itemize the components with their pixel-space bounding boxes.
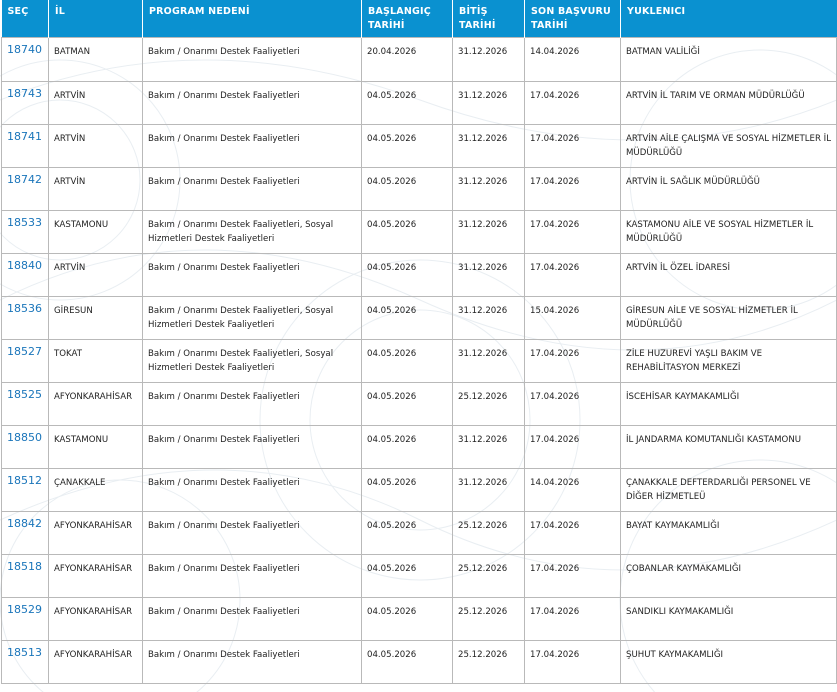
table-row	[2, 167, 837, 210]
row-select-link[interactable]: 18513	[7, 645, 42, 659]
row-contractor-cell	[621, 382, 837, 425]
row-start-date: 04.05.2026	[367, 305, 417, 316]
table-row	[2, 37, 837, 81]
table-row	[2, 597, 837, 640]
row-deadline-date: 17.04.2026	[530, 262, 580, 273]
row-start-date: 04.05.2026	[367, 90, 417, 101]
row-select-cell	[2, 468, 49, 511]
row-deadline-date-cell	[525, 425, 621, 468]
row-contractor-cell	[621, 468, 837, 511]
header-sec[interactable]: SEÇ	[2, 0, 49, 37]
applications-table	[1, 0, 837, 684]
row-select-cell	[2, 37, 49, 81]
row-program-cell	[143, 210, 362, 253]
row-deadline-date-cell	[525, 554, 621, 597]
row-program-cell	[143, 511, 362, 554]
row-il-cell	[49, 640, 143, 683]
row-il: AFYONKARAHİSAR	[54, 520, 133, 531]
row-select-link[interactable]: 18741	[7, 129, 42, 143]
row-select-link[interactable]: 18840	[7, 258, 42, 272]
row-il: KASTAMONU	[54, 434, 109, 445]
row-deadline-date-cell	[525, 253, 621, 296]
row-select-link[interactable]: 18742	[7, 172, 42, 186]
row-start-date: 04.05.2026	[367, 434, 417, 445]
row-contractor-cell	[621, 640, 837, 683]
row-end-date: 31.12.2026	[458, 219, 508, 230]
row-contractor: ÇANAKKALE DEFTERDARLIĞI PERSONEL VE DİĞER HİZMETLEÜ	[626, 477, 811, 502]
row-il: ARTVİN	[54, 133, 86, 144]
row-start-date: 04.05.2026	[367, 391, 417, 402]
row-il-cell	[49, 339, 143, 382]
row-deadline-date: 17.04.2026	[530, 219, 580, 230]
row-start-date-cell	[362, 468, 453, 511]
row-contractor: ŞUHUT KAYMAKAMLIĞI	[626, 649, 724, 660]
row-start-date: 04.05.2026	[367, 520, 417, 531]
row-select-cell	[2, 124, 49, 167]
row-select-link[interactable]: 18850	[7, 430, 42, 444]
row-deadline-date-cell	[525, 468, 621, 511]
row-start-date-cell	[362, 296, 453, 339]
row-program: Bakım / Onarımı Destek Faaliyetleri	[148, 563, 300, 574]
row-il: AFYONKARAHİSAR	[54, 649, 133, 660]
row-end-date-cell	[453, 124, 525, 167]
row-select-cell	[2, 425, 49, 468]
row-il: AFYONKARAHİSAR	[54, 391, 133, 402]
row-contractor: İSCEHİSAR KAYMAKAMLIĞI	[626, 391, 740, 402]
row-program: Bakım / Onarımı Destek Faaliyetleri	[148, 46, 300, 57]
row-il: ÇANAKKALE	[54, 477, 106, 488]
row-deadline-date-cell	[525, 167, 621, 210]
table-row	[2, 554, 837, 597]
row-contractor: ARTVİN İL SAĞLIK MÜDÜRLÜĞÜ	[626, 176, 760, 187]
row-start-date-cell	[362, 210, 453, 253]
row-deadline-date: 17.04.2026	[530, 133, 580, 144]
row-start-date: 04.05.2026	[367, 176, 417, 187]
row-deadline-date-cell	[525, 81, 621, 124]
row-select-cell	[2, 640, 49, 683]
row-contractor: BAYAT KAYMAKAMLIĞI	[626, 520, 720, 531]
row-deadline-date: 17.04.2026	[530, 649, 580, 660]
row-il-cell	[49, 81, 143, 124]
row-select-link[interactable]: 18525	[7, 387, 42, 401]
row-il: ARTVİN	[54, 176, 86, 187]
table-row	[2, 425, 837, 468]
row-deadline-date: 17.04.2026	[530, 348, 580, 359]
row-contractor-cell	[621, 37, 837, 81]
row-start-date: 04.05.2026	[367, 606, 417, 617]
row-select-cell	[2, 511, 49, 554]
row-contractor: GİRESUN AİLE VE SOSYAL HİZMETLER İL MÜDÜRLÜĞÜ	[626, 305, 798, 330]
table-row	[2, 511, 837, 554]
row-program-cell	[143, 382, 362, 425]
row-il: AFYONKARAHİSAR	[54, 563, 133, 574]
row-contractor: ARTVİN İL ÖZEL İDARESİ	[626, 262, 730, 273]
row-program: Bakım / Onarımı Destek Faaliyetleri, Sosyal Hizmetleri Destek Faaliyetleri	[148, 305, 334, 330]
row-end-date-cell	[453, 339, 525, 382]
row-deadline-date-cell	[525, 339, 621, 382]
row-il-cell	[49, 124, 143, 167]
header-bitis[interactable]: BİTİŞ TARİHİ	[453, 0, 525, 37]
row-select-cell	[2, 382, 49, 425]
row-deadline-date: 15.04.2026	[530, 305, 580, 316]
row-il: GİRESUN	[54, 305, 93, 316]
row-contractor: İL JANDARMA KOMUTANLIĞI KASTAMONU	[626, 434, 802, 445]
row-select-cell	[2, 253, 49, 296]
row-end-date-cell	[453, 253, 525, 296]
row-start-date: 04.05.2026	[367, 133, 417, 144]
row-end-date: 31.12.2026	[458, 305, 508, 316]
row-contractor-cell	[621, 425, 837, 468]
row-program: Bakım / Onarımı Destek Faaliyetleri	[148, 90, 300, 101]
row-deadline-date: 17.04.2026	[530, 520, 580, 531]
row-program: Bakım / Onarımı Destek Faaliyetleri	[148, 391, 300, 402]
row-deadline-date-cell	[525, 210, 621, 253]
row-end-date: 31.12.2026	[458, 133, 508, 144]
row-il-cell	[49, 210, 143, 253]
row-deadline-date: 14.04.2026	[530, 477, 580, 488]
header-yuklenici[interactable]: YUKLENICI	[621, 0, 837, 37]
row-program-cell	[143, 425, 362, 468]
row-end-date: 31.12.2026	[458, 46, 508, 57]
row-program-cell	[143, 468, 362, 511]
header-baslangic[interactable]: BAŞLANGIÇ TARİHİ	[362, 0, 453, 37]
row-end-date: 31.12.2026	[458, 90, 508, 101]
row-il: TOKAT	[54, 348, 82, 359]
row-end-date: 31.12.2026	[458, 262, 508, 273]
row-select-link[interactable]: 18529	[7, 602, 42, 616]
row-start-date-cell	[362, 554, 453, 597]
row-start-date: 20.04.2026	[367, 46, 417, 57]
row-contractor-cell	[621, 167, 837, 210]
row-program: Bakım / Onarımı Destek Faaliyetleri	[148, 520, 300, 531]
row-start-date-cell	[362, 425, 453, 468]
row-il: KASTAMONU	[54, 219, 109, 230]
row-select-link[interactable]: 18527	[7, 344, 42, 358]
row-select-link[interactable]: 18842	[7, 516, 42, 530]
row-end-date-cell	[453, 382, 525, 425]
row-end-date: 25.12.2026	[458, 563, 508, 574]
row-end-date-cell	[453, 210, 525, 253]
row-deadline-date: 14.04.2026	[530, 46, 580, 57]
row-il-cell	[49, 468, 143, 511]
table-row	[2, 468, 837, 511]
row-end-date-cell	[453, 81, 525, 124]
row-program-cell	[143, 597, 362, 640]
row-contractor-cell	[621, 511, 837, 554]
row-program-cell	[143, 81, 362, 124]
header-son-basvuru[interactable]: SON BAŞVURU TARİHİ	[525, 0, 621, 37]
row-start-date: 04.05.2026	[367, 649, 417, 660]
table-row	[2, 81, 837, 124]
row-select-cell	[2, 167, 49, 210]
row-select-link[interactable]: 18536	[7, 301, 42, 315]
row-il-cell	[49, 425, 143, 468]
row-program-cell	[143, 167, 362, 210]
row-deadline-date: 17.04.2026	[530, 90, 580, 101]
row-deadline-date: 17.04.2026	[530, 606, 580, 617]
row-deadline-date-cell	[525, 640, 621, 683]
row-program-cell	[143, 554, 362, 597]
row-deadline-date-cell	[525, 511, 621, 554]
header-il[interactable]: İL	[49, 0, 143, 37]
row-il: ARTVİN	[54, 262, 86, 273]
row-il-cell	[49, 511, 143, 554]
row-program-cell	[143, 640, 362, 683]
row-program-cell	[143, 296, 362, 339]
row-program: Bakım / Onarımı Destek Faaliyetleri	[148, 133, 300, 144]
row-il-cell	[49, 253, 143, 296]
row-program-cell	[143, 339, 362, 382]
row-contractor: ÇOBANLAR KAYMAKAMLIĞI	[626, 563, 742, 574]
row-end-date-cell	[453, 167, 525, 210]
row-end-date-cell	[453, 37, 525, 81]
row-end-date: 31.12.2026	[458, 348, 508, 359]
row-deadline-date: 17.04.2026	[530, 176, 580, 187]
row-end-date-cell	[453, 511, 525, 554]
row-deadline-date-cell	[525, 37, 621, 81]
row-il-cell	[49, 382, 143, 425]
row-end-date: 25.12.2026	[458, 520, 508, 531]
row-program: Bakım / Onarımı Destek Faaliyetleri	[148, 262, 300, 273]
row-il: AFYONKARAHİSAR	[54, 606, 133, 617]
row-contractor-cell	[621, 253, 837, 296]
row-end-date-cell	[453, 640, 525, 683]
row-contractor: ZİLE HUZUREVİ YAŞLI BAKIM VE REHABİLİTASYON MERKEZİ	[626, 348, 763, 373]
row-contractor: BATMAN VALİLİĞİ	[626, 46, 700, 57]
row-start-date-cell	[362, 382, 453, 425]
row-contractor-cell	[621, 296, 837, 339]
row-end-date: 25.12.2026	[458, 606, 508, 617]
table-row	[2, 210, 837, 253]
row-contractor-cell	[621, 210, 837, 253]
row-program: Bakım / Onarımı Destek Faaliyetleri	[148, 606, 300, 617]
row-start-date: 04.05.2026	[367, 219, 417, 230]
row-contractor: SANDIKLI KAYMAKAMLIĞI	[626, 606, 734, 617]
row-select-cell	[2, 597, 49, 640]
row-start-date-cell	[362, 37, 453, 81]
row-select-link[interactable]: 18518	[7, 559, 42, 573]
row-end-date: 25.12.2026	[458, 391, 508, 402]
row-deadline-date-cell	[525, 124, 621, 167]
row-program: Bakım / Onarımı Destek Faaliyetleri, Sosyal Hizmetleri Destek Faaliyetleri	[148, 348, 334, 373]
row-deadline-date-cell	[525, 597, 621, 640]
row-start-date: 04.05.2026	[367, 262, 417, 273]
row-il-cell	[49, 554, 143, 597]
row-contractor-cell	[621, 597, 837, 640]
row-end-date-cell	[453, 597, 525, 640]
row-start-date: 04.05.2026	[367, 477, 417, 488]
table-row	[2, 296, 837, 339]
row-program: Bakım / Onarımı Destek Faaliyetleri	[148, 649, 300, 660]
row-program-cell	[143, 253, 362, 296]
row-end-date-cell	[453, 296, 525, 339]
row-select-link[interactable]: 18533	[7, 215, 42, 229]
row-contractor-cell	[621, 554, 837, 597]
row-start-date: 04.05.2026	[367, 563, 417, 574]
row-contractor-cell	[621, 339, 837, 382]
row-select-link[interactable]: 18743	[7, 86, 42, 100]
row-select-cell	[2, 210, 49, 253]
row-select-cell	[2, 554, 49, 597]
row-start-date: 04.05.2026	[367, 348, 417, 359]
row-contractor: ARTVİN İL TARIM VE ORMAN MÜDÜRLÜĞÜ	[626, 90, 805, 101]
table-row	[2, 253, 837, 296]
row-il-cell	[49, 37, 143, 81]
row-il-cell	[49, 296, 143, 339]
table-body	[2, 37, 837, 683]
row-start-date-cell	[362, 339, 453, 382]
row-select-cell	[2, 81, 49, 124]
row-program: Bakım / Onarımı Destek Faaliyetleri, Sosyal Hizmetleri Destek Faaliyetleri	[148, 219, 334, 244]
row-start-date-cell	[362, 640, 453, 683]
table-row	[2, 124, 837, 167]
row-deadline-date-cell	[525, 296, 621, 339]
row-end-date: 31.12.2026	[458, 434, 508, 445]
row-end-date-cell	[453, 468, 525, 511]
row-end-date-cell	[453, 554, 525, 597]
row-program: Bakım / Onarımı Destek Faaliyetleri	[148, 434, 300, 445]
row-select-cell	[2, 296, 49, 339]
row-program: Bakım / Onarımı Destek Faaliyetleri	[148, 477, 300, 488]
row-end-date: 25.12.2026	[458, 649, 508, 660]
row-start-date-cell	[362, 167, 453, 210]
row-end-date-cell	[453, 425, 525, 468]
row-select-link[interactable]: 18512	[7, 473, 42, 487]
row-program: Bakım / Onarımı Destek Faaliyetleri	[148, 176, 300, 187]
row-contractor: KASTAMONU AİLE VE SOSYAL HİZMETLER İL MÜDÜRLÜĞÜ	[626, 219, 814, 244]
row-contractor: ARTVİN AİLE ÇALIŞMA VE SOSYAL HİZMETLER İL MÜDÜRLÜĞÜ	[626, 133, 832, 158]
row-deadline-date: 17.04.2026	[530, 434, 580, 445]
row-deadline-date: 17.04.2026	[530, 391, 580, 402]
row-il: BATMAN	[54, 46, 91, 57]
row-start-date-cell	[362, 511, 453, 554]
row-contractor-cell	[621, 81, 837, 124]
row-start-date-cell	[362, 253, 453, 296]
row-start-date-cell	[362, 597, 453, 640]
row-select-cell	[2, 339, 49, 382]
row-deadline-date: 17.04.2026	[530, 563, 580, 574]
row-il: ARTVİN	[54, 90, 86, 101]
row-start-date-cell	[362, 81, 453, 124]
row-start-date-cell	[362, 124, 453, 167]
table-row	[2, 382, 837, 425]
table-header-row	[2, 0, 837, 37]
table-row	[2, 339, 837, 382]
row-program-cell	[143, 124, 362, 167]
row-select-link[interactable]: 18740	[7, 42, 42, 56]
row-program-cell	[143, 37, 362, 81]
table-row	[2, 640, 837, 683]
row-end-date: 31.12.2026	[458, 477, 508, 488]
row-il-cell	[49, 597, 143, 640]
row-il-cell	[49, 167, 143, 210]
header-program[interactable]: PROGRAM NEDENİ	[143, 0, 362, 37]
row-deadline-date-cell	[525, 382, 621, 425]
row-contractor-cell	[621, 124, 837, 167]
row-end-date: 31.12.2026	[458, 176, 508, 187]
